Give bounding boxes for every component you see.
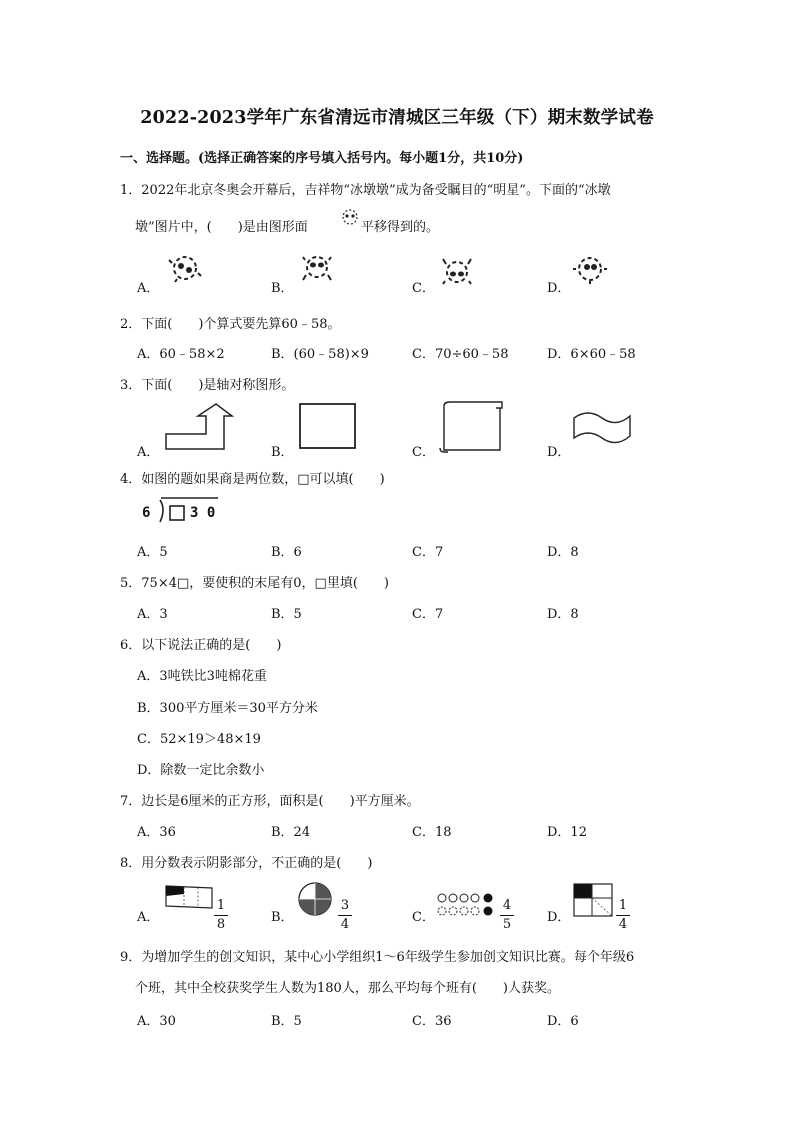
q3-option-b: B．: [271, 445, 294, 460]
panda-motif-icon: [340, 208, 360, 226]
square-shaded-figure: [572, 882, 616, 918]
question-1-line2b: 平移得到的。: [361, 220, 440, 235]
question-9-line1: 9．为增加学生的创文知识，某中心小学组织1～6年级学生参加创文知识比赛。每个年级6: [120, 950, 635, 965]
question-5-stem: 5．75×4□，要使积的末尾有0，□里填( ): [120, 576, 389, 591]
panda-flipped-c-icon: [440, 256, 474, 288]
q8-fraction-c: 4 5: [500, 898, 514, 933]
q8-fraction-d: 1 4: [616, 898, 630, 933]
question-9-line2: 个班，其中全校获奖学生人数为180人，那么平均每个班有( )人获奖。: [135, 981, 560, 996]
question-7-stem: 7．边长是6厘米的正方形，面积是( )平方厘米。: [120, 794, 420, 809]
q5-option-b: B．5: [271, 607, 302, 622]
flag-shape-icon: [572, 410, 634, 450]
question-1-line1: 1．2022年北京冬奥会开幕后，吉祥物“冰墩墩”成为备受瞩目的“明星”。下面的“冰墩: [120, 183, 611, 198]
q8-option-d: D．: [547, 910, 571, 925]
question-2-stem: 2．下面( )个算式要先算60﹣58。: [120, 317, 341, 332]
page-title: 2022-2023学年广东省清远市清城区三年级（下）期末数学试卷: [140, 108, 654, 128]
q6-option-b: B．300平方厘米＝30平方分米: [137, 701, 318, 716]
q1-option-a: A．: [137, 281, 160, 296]
panda-rotated-a-icon: [167, 253, 203, 283]
q5-option-c: C．7: [412, 607, 444, 622]
q8-fraction-b: 3 4: [338, 898, 352, 933]
q1-option-c: C．: [412, 281, 435, 296]
q2-option-d: D．6×60﹣58: [547, 347, 636, 362]
q5-option-d: D．8: [547, 607, 579, 622]
q6-option-a: A．3吨铁比3吨棉花重: [137, 669, 267, 684]
q4-option-c: C．7: [412, 545, 444, 560]
q4-option-d: D．8: [547, 545, 579, 560]
q8-option-c: C．: [412, 910, 435, 925]
q9-option-d: D．6: [547, 1014, 579, 1029]
q3-option-a: A．: [137, 445, 160, 460]
q6-option-d: D．除数一定比余数小: [137, 763, 265, 778]
q8-fraction-a: 1 8: [214, 898, 228, 933]
dividend-tail-label: 3 0: [190, 505, 216, 521]
q3-option-d: D．: [547, 445, 571, 460]
q9-option-b: B．5: [271, 1014, 302, 1029]
question-8-stem: 8．用分数表示阴影部分，不正确的是( ): [120, 856, 373, 871]
question-3-stem: 3．下面( )是轴对称图形。: [120, 378, 295, 393]
q2-option-a: A．60﹣58×2: [137, 347, 225, 362]
strip-shaded-figure: [164, 884, 214, 914]
dots-shaded-figure: [436, 891, 498, 919]
q9-option-a: A．30: [137, 1014, 176, 1029]
panda-upright-b-icon: [300, 253, 334, 283]
q6-option-c: C．52×19＞48×19: [137, 732, 261, 747]
q4-option-b: B．6: [271, 545, 302, 560]
divisor-label: 6: [142, 505, 151, 521]
q7-option-d: D．12: [547, 825, 587, 840]
q7-option-a: A．36: [137, 825, 176, 840]
q7-option-b: B．24: [271, 825, 311, 840]
q9-option-c: C．36: [412, 1014, 452, 1029]
question-1-line2a: 墩”图片中，( )是由图形面: [135, 220, 308, 235]
q1-option-d: D．: [547, 281, 571, 296]
scroll-shape-icon: [438, 400, 506, 454]
panda-rotated-d-icon: [572, 254, 608, 284]
q3-option-c: C．: [412, 445, 435, 460]
question-6-stem: 6．以下说法正确的是( ): [120, 638, 282, 653]
section-heading: 一、选择题。(选择正确答案的序号填入括号内。每小题1分，共10分): [120, 151, 524, 166]
q5-option-a: A．3: [137, 607, 168, 622]
question-4-stem: 4．如图的题如果商是两位数，□可以填( ): [120, 472, 385, 487]
q4-option-a: A．5: [137, 545, 168, 560]
circle-shaded-figure: [295, 881, 337, 919]
arrow-shape-icon: [164, 402, 234, 452]
q7-option-c: C．18: [412, 825, 452, 840]
q2-option-c: C．70÷60﹣58: [412, 347, 509, 362]
q8-option-a: A．: [137, 910, 160, 925]
square-shape-icon: [298, 402, 358, 450]
q2-option-b: B．(60﹣58)×9: [271, 347, 369, 362]
q8-option-b: B．: [271, 910, 294, 925]
q1-option-b: B．: [271, 281, 294, 296]
